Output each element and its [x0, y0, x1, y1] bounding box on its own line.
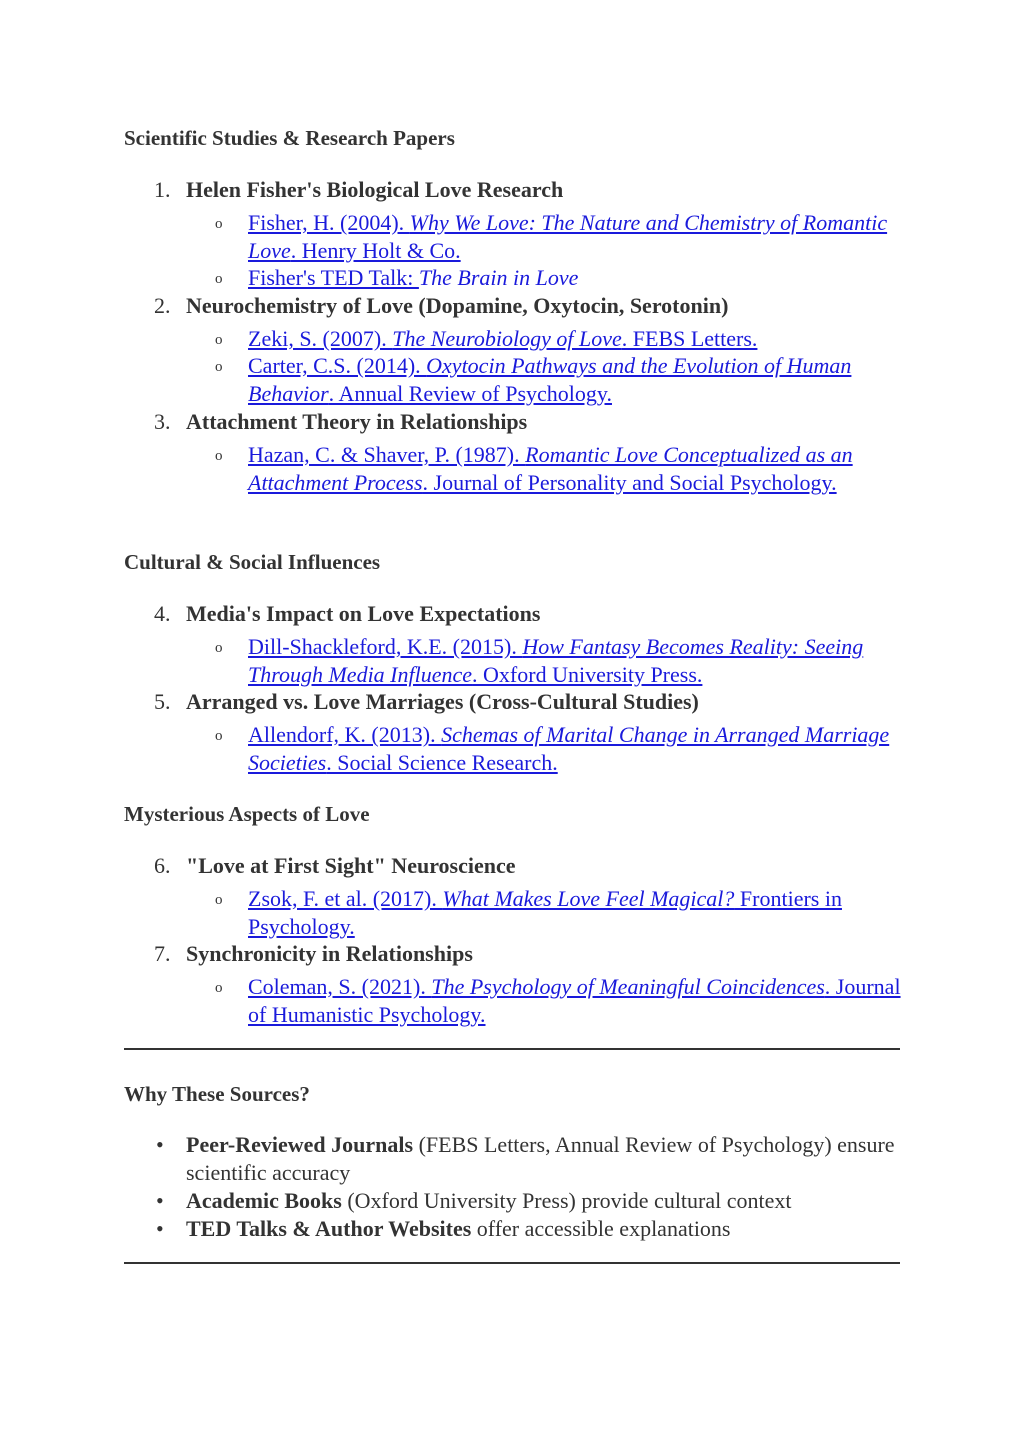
- item-title: Synchronicity in Relationships: [186, 941, 473, 966]
- circle-bullet-icon: o: [215, 359, 223, 375]
- reference-link-coleman[interactable]: Coleman, S. (2021). The Psychology of Meaningful Coincidences. Journal of Humanistic Psychology.: [248, 974, 901, 1027]
- horizontal-divider: [124, 1048, 900, 1050]
- item-number: 6.: [154, 853, 171, 878]
- item-number: 7.: [154, 941, 171, 966]
- circle-bullet-icon: o: [215, 980, 223, 996]
- item-title: Media's Impact on Love Expectations: [186, 601, 541, 626]
- reference-link-fisher-ted[interactable]: Fisher's TED Talk:: [248, 265, 419, 290]
- circle-bullet-icon: o: [215, 216, 223, 232]
- section-heading-why: Why These Sources?: [124, 1082, 310, 1106]
- reference-link-fisher-book[interactable]: Fisher, H. (2004). Why We Love: The Nature and Chemistry of Romantic Love. Henry Holt & Co.: [248, 210, 888, 263]
- bullet-dot-icon: •: [156, 1188, 164, 1213]
- reference-link-allendorf[interactable]: Allendorf, K. (2013). Schemas of Marital Change in Arranged Marriage Societies. Social Science Research.: [248, 722, 890, 775]
- item-number: 3.: [154, 409, 171, 434]
- section-heading-cultural: Cultural & Social Influences: [124, 550, 381, 574]
- item-number: 4.: [154, 601, 171, 626]
- item-number: 1.: [154, 177, 171, 202]
- item-title: Attachment Theory in Relationships: [186, 409, 528, 434]
- circle-bullet-icon: o: [215, 892, 223, 908]
- reference-link-dill[interactable]: Dill-Shackleford, K.E. (2015). How Fantasy Becomes Reality: Seeing Through Media Influence. Oxford University Press.: [248, 634, 864, 687]
- circle-bullet-icon: o: [215, 728, 223, 744]
- item-title: Arranged vs. Love Marriages (Cross-Cultural Studies): [186, 689, 699, 714]
- item-title: Neurochemistry of Love (Dopamine, Oxytocin, Serotonin): [186, 293, 729, 318]
- item-title: Helen Fisher's Biological Love Research: [186, 177, 564, 202]
- reference-link-zeki[interactable]: Zeki, S. (2007). The Neurobiology of Love. FEBS Letters.: [248, 326, 758, 351]
- circle-bullet-icon: o: [215, 271, 223, 287]
- reference-link-hazan[interactable]: Hazan, C. & Shaver, P. (1987). Romantic Love Conceptualized as an Attachment Process. Journal of Personality and Social Psychology.: [248, 442, 853, 495]
- section-heading-research: Scientific Studies & Research Papers: [124, 126, 455, 150]
- section-heading-mysterious: Mysterious Aspects of Love: [124, 802, 370, 826]
- item-number: 2.: [154, 293, 171, 318]
- item-title: "Love at First Sight" Neuroscience: [186, 853, 516, 878]
- circle-bullet-icon: o: [215, 640, 223, 656]
- circle-bullet-icon: o: [215, 448, 223, 464]
- horizontal-divider: [124, 1262, 900, 1264]
- item-number: 5.: [154, 689, 171, 714]
- reference-link-zsok[interactable]: Zsok, F. et al. (2017). What Makes Love Feel Magical? Frontiers in Psychology.: [248, 886, 842, 939]
- reference-link-carter[interactable]: Carter, C.S. (2014). Oxytocin Pathways and the Evolution of Human Behavior. Annual Review of Psychology.: [248, 353, 852, 406]
- ted-talk-title: The Brain in Love: [418, 265, 579, 290]
- bullet-dot-icon: •: [156, 1132, 164, 1157]
- circle-bullet-icon: o: [215, 332, 223, 348]
- bullet-dot-icon: •: [156, 1216, 164, 1241]
